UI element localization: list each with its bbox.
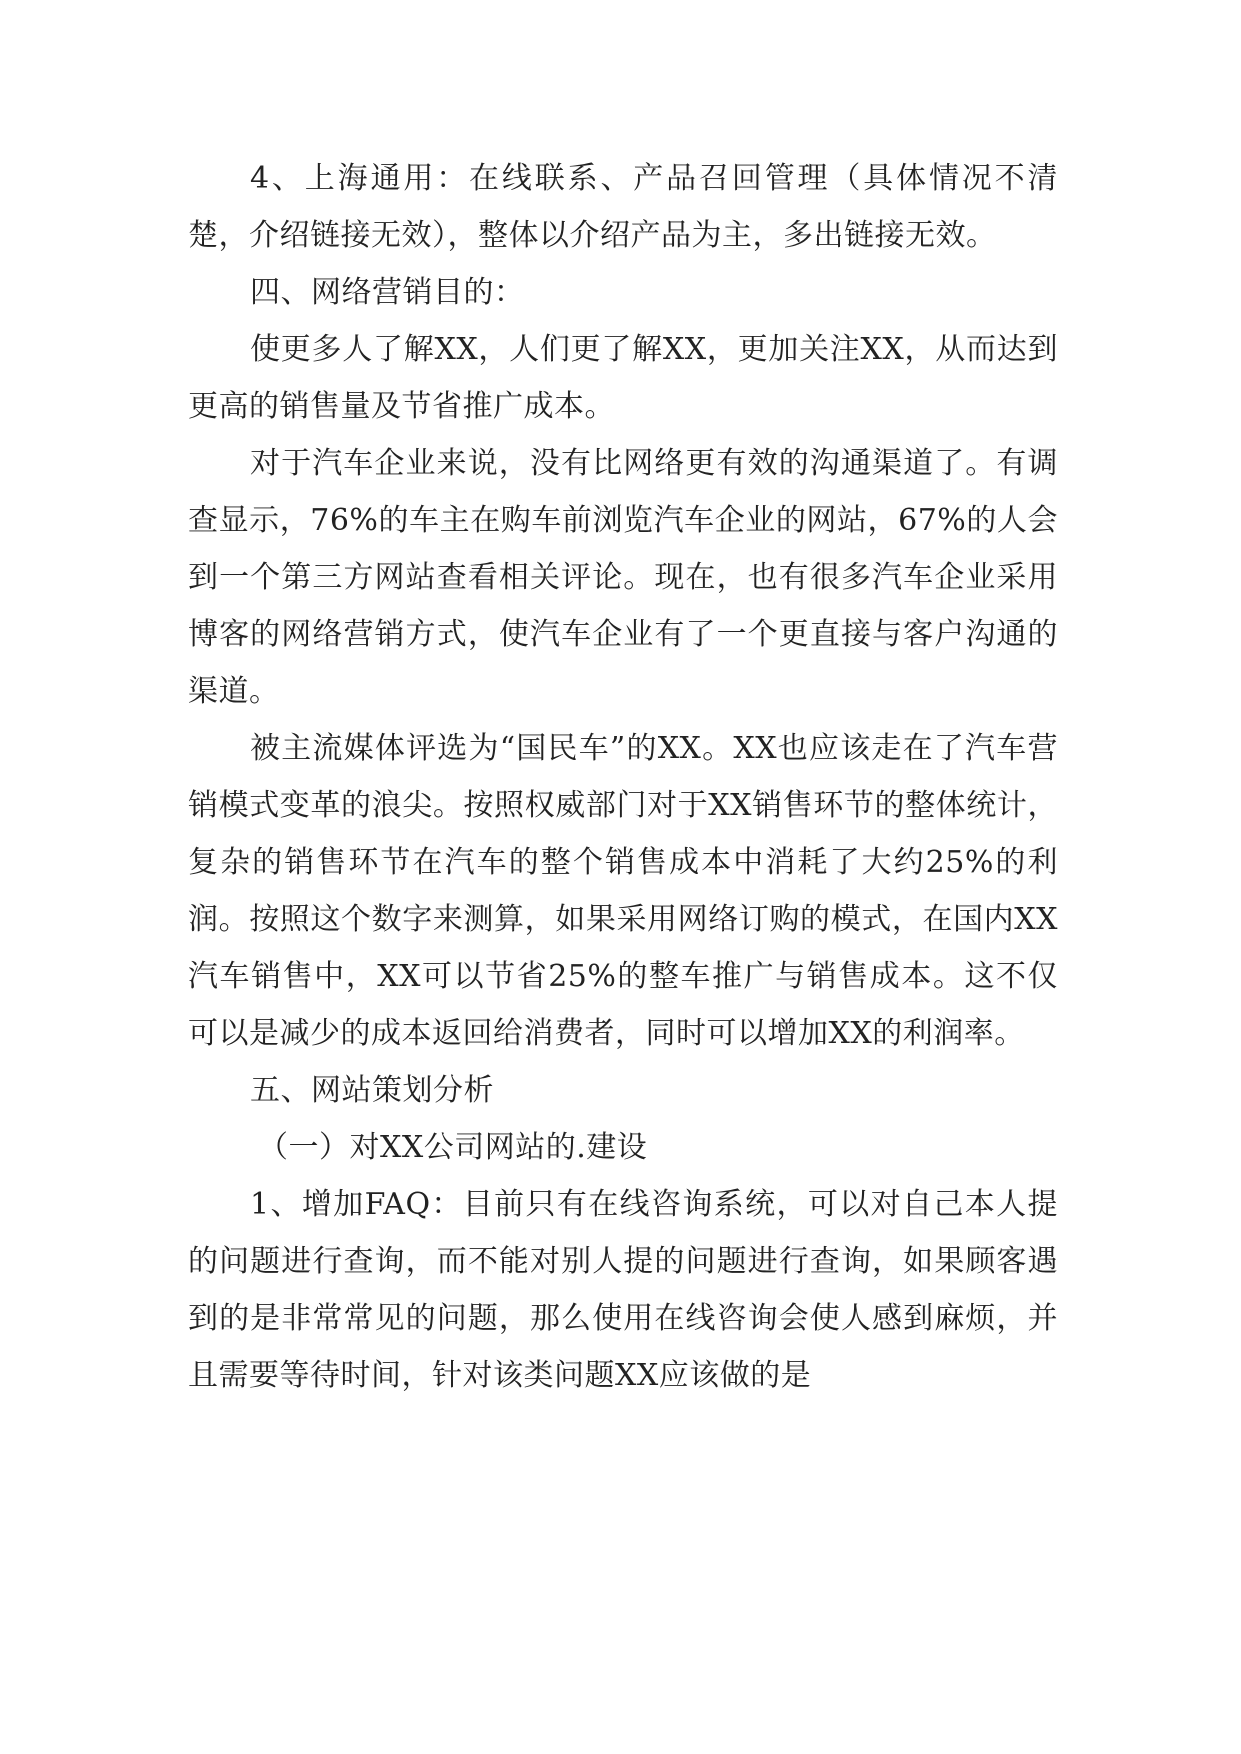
heading-section-four: 四、网络营销目的： (250, 275, 525, 310)
heading-section-five: 五、网站策划分析 (250, 1073, 494, 1108)
paragraph-add-faq: 1、增加FAQ：目前只有在线咨询系统，可以对自己本人提的问题进行查询，而不能对别人提的问题进行查询，如果顾客遇到的是非常常见的问题，那么使用在线咨询会使人感到麻烦，并且需要等待时间，针对该类问题XX应该做的是 (188, 1187, 1058, 1393)
paragraph-shanghai-gm: 4、上海通用：在线联系、产品召回管理（具体情况不清楚，介绍链接无效），整体以介绍产品为主，多出链接无效。 (188, 161, 1058, 253)
paragraph-online-channel: 对于汽车企业来说，没有比网络更有效的沟通渠道了。有调查显示，76%的车主在购车前浏览汽车企业的网站，67%的人会到一个第三方网站查看相关评论。现在，也有很多汽车企业采用博客的网络营销方式，使汽车企业有了一个更直接与客户沟通的渠道。 (188, 446, 1058, 709)
paragraph-national-car: 被主流媒体评选为“国民车”的XX。XX也应该走在了汽车营销模式变革的浪尖。按照权威部门对于XX销售环节的整体统计，复杂的销售环节在汽车的整个销售成本中消耗了大约25%的利润。按照这个数字来测算，如果采用网络订购的模式，在国内XX汽车销售中，XX可以节省25%的整车推广与销售成本。这不仅可以是减少的成本返回给消费者，同时可以增加XX的利润率。 (188, 731, 1058, 1051)
subheading-website-construction: （一）对XX公司网站的.建设 (258, 1130, 648, 1165)
paragraph-marketing-goal: 使更多人了解XX，人们更了解XX，更加关注XX，从而达到更高的销售量及节省推广成本。 (188, 332, 1058, 424)
document-body (188, 150, 1058, 1404)
